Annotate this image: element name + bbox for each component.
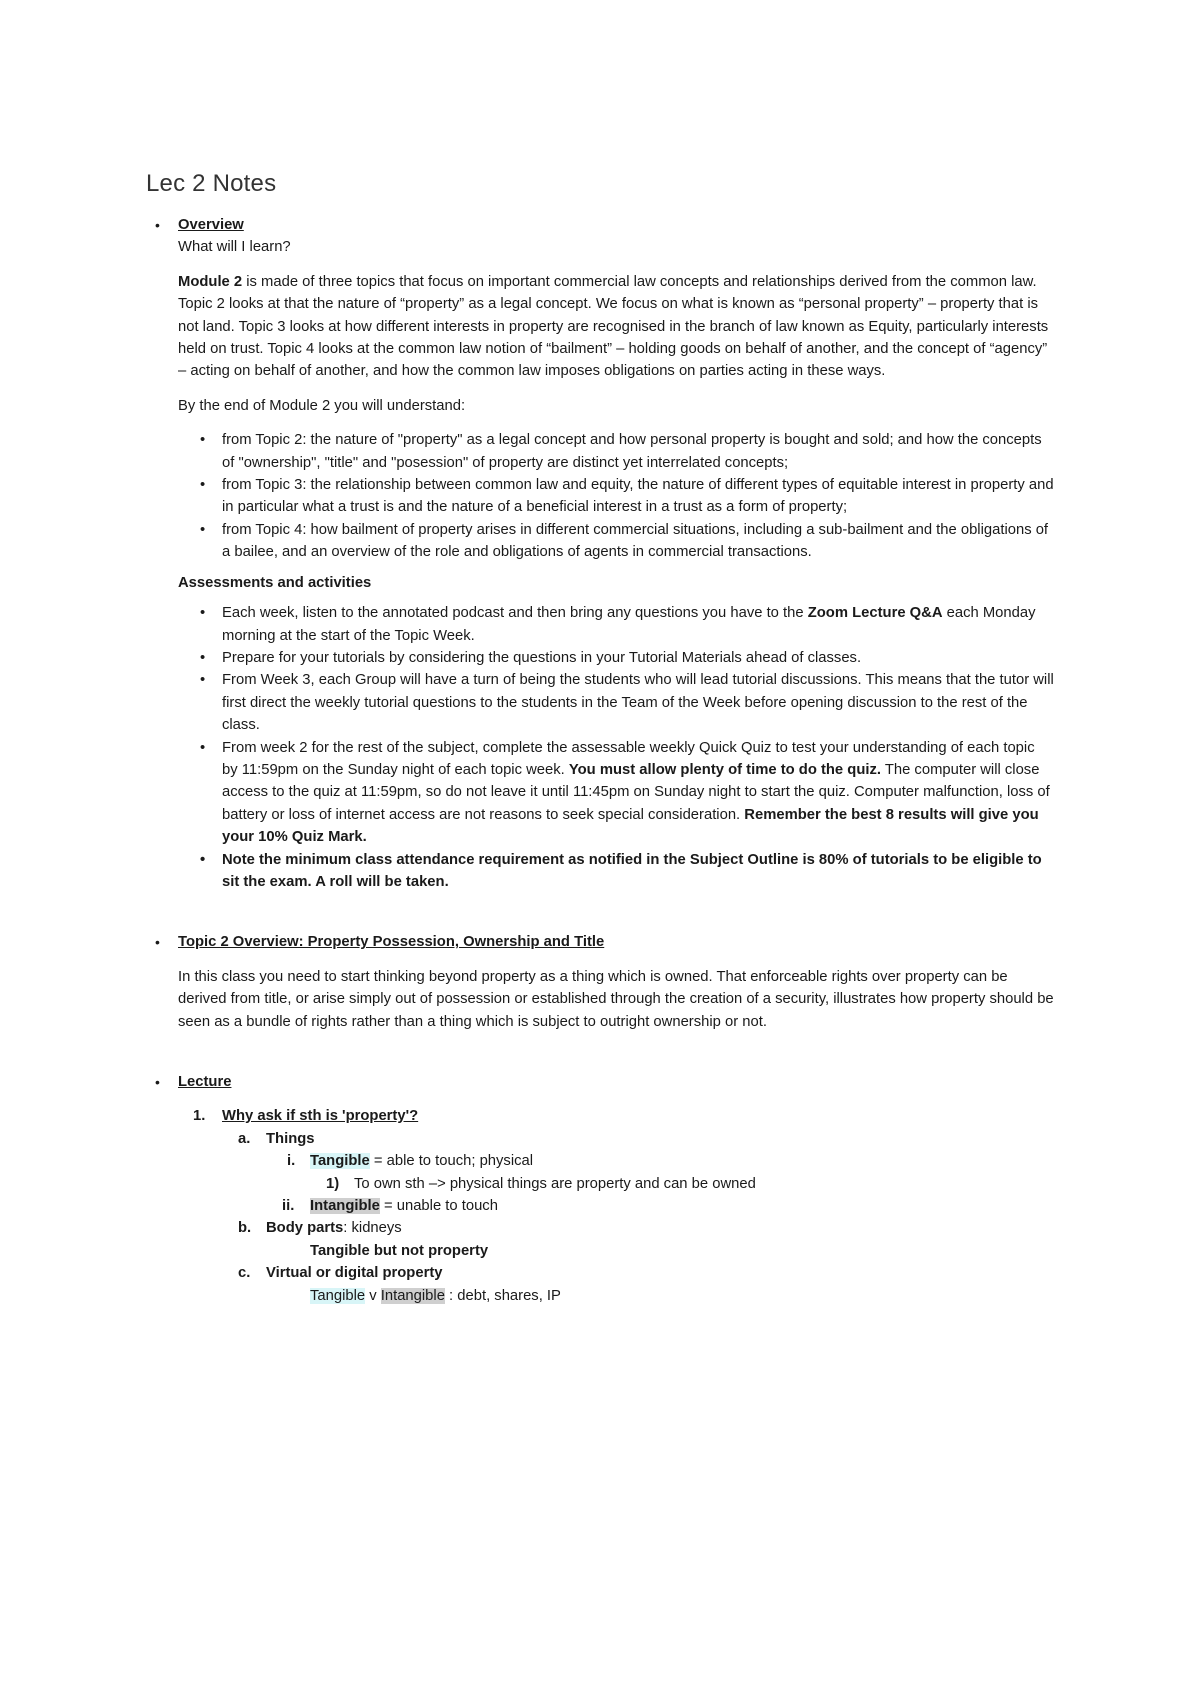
tangible-definition: = able to touch; physical [369,1153,534,1170]
topic2-section [0,931,1200,1033]
document-body [0,214,1200,1307]
body-parts-note [0,1240,1200,1262]
assess-bold: Remember the best 8 results will give you your 10% Quiz Mark. [222,806,1039,846]
topic2-heading: Topic 2 Overview: Property Possession, Ownership and Title [178,934,605,951]
tangible-term: Tangible [310,1287,366,1304]
note-text: Tangible but not property [310,1242,489,1259]
question-text: Why ask if sth is 'property'? [222,1108,419,1125]
overview-subtitle: What will I learn? [178,239,291,256]
virtual-note [0,1285,1200,1307]
assess-bold: You must allow plenty of time to do the quiz. [568,761,881,778]
virtual-examples: : debt, shares, IP [444,1287,561,1304]
virtual-line [310,1288,561,1304]
assessments-heading: Assessments and activities [178,574,372,591]
item-label: Virtual or digital property [266,1265,443,1282]
item-tangible [0,1150,1200,1172]
module-paragraph [178,271,1058,383]
intangible-definition: = unable to touch [379,1198,498,1215]
list-item: • Prepare for your tutorials by considering the questions in your Tutorial Materials ahead of classes. [222,647,1054,669]
assess-text: Each week, listen to the annotated podcast and then bring any questions you have to the [222,605,808,622]
item-body-parts [0,1217,1200,1239]
list-item: • Note the minimum class attendance requirement as notified in the Subject Outline is 80% of tutorials to be eligible to sit the exam. A roll will be taken. [222,849,1054,894]
assessments-list [0,602,1200,893]
tangible-term: Tangible [310,1153,370,1170]
page-title: Lec 2 Notes [146,170,277,197]
module-text: is made of three topics that focus on important commercial law concepts and relationships derived from the common law. Topic 2 looks at that the nature of “property” as a legal concept. We focus on what is known as “personal property” – property that is not land. Topic 3 looks at how different interests in property are recognised in the branch of law known as Equity, particularly interests held on trust. Topic 4 looks at the common law notion of “bailment” – holding goods on behalf of another, and the concept of “agency” – acting on behalf of another, and how the common law imposes obligations on parties acting in these ways. [178,273,1049,380]
topic2-paragraph: In this class you need to start thinking beyond property as a thing which is owned. That enforceable rights over property can be derived from title, or arise simply out of possession or established through the creation of a security, illustrates how property should be seen as a bundle of rights rather than a thing which is subject to outright ownership or not. [178,968,1054,1030]
body-parts-line [266,1220,402,1236]
bullet: • [155,934,160,951]
assess-text: From week 2 for the rest of the subject, complete the assessable weekly Quick Quiz to test your understanding of each topic by 11:59pm on the Sunday night of each topic week. [222,739,1035,778]
item-virtual [0,1262,1200,1284]
lecture-section [0,1071,1200,1307]
item-label: Body parts [266,1220,344,1237]
list-item: • from Topic 2: the nature of "property" as a legal concept and how personal property is bought and sold; and how the concepts of "ownership", "title" and "posession" of property are distinct yet interrelated concepts; [222,429,1054,474]
assess-bold: Zoom Lecture Q&A [807,605,943,622]
list-number: 1. [193,1108,206,1125]
intangible-line [310,1198,498,1214]
overview-heading: Overview [178,217,244,233]
list-letter: a. [238,1130,251,1147]
list-item [222,737,1054,849]
list-letter: b. [238,1220,252,1237]
list-item: • From Week 3, each Group will have a turn of being the students who will lead tutorial discussions. This means that the tutor will first direct the weekly tutorial questions to the students in the Team of the Week before opening discussion to the rest of the class. [222,669,1054,736]
item-things [0,1128,1200,1150]
item-label: Things [266,1130,315,1147]
item-own [0,1173,1200,1195]
item-intangible [0,1195,1200,1217]
list-item [222,602,1054,647]
list-roman: ii. [282,1198,295,1215]
body-parts-text: : kidneys [343,1220,402,1237]
own-text: To own sth –> physical things are property and can be owned [354,1175,756,1192]
list-number: 1) [326,1175,340,1192]
understand-list [0,429,1200,563]
versus-text: v [365,1287,381,1304]
overview-section [0,214,1200,893]
list-item: • from Topic 3: the relationship between common law and equity, the nature of different types of equitable interest in property and in particular what a trust is and the nature of a beneficial interest in a trust as a form of property; [222,474,1054,519]
module-label: Module 2 [178,273,243,290]
bullet: • [155,1074,160,1090]
list-letter: c. [238,1265,251,1282]
lecture-heading: Lecture [178,1074,232,1090]
understand-intro: By the end of Module 2 you will understand: [178,397,466,414]
list-item: • from Topic 4: how bailment of property arises in different commercial situations, including a sub-bailment and the obligations of a bailee, and an overview of the role and obligations of agents in commercial transactions. [222,519,1054,564]
intangible-term: Intangible [380,1287,445,1304]
intangible-term: Intangible [310,1198,380,1215]
list-roman: i. [287,1153,296,1170]
bullet: • [155,217,160,233]
assess-text: The computer will close access to the quiz at 11:59pm, so do not leave it until 11:45pm on Sunday night to start the quiz. Computer malfunction, loss of battery or loss of internet access are not reasons to seek special consideration. [222,761,1050,823]
tangible-line [310,1153,533,1169]
assess-text: each Monday morning at the start of the Topic Week. [222,605,1036,644]
lecture-question-1 [0,1105,1200,1127]
